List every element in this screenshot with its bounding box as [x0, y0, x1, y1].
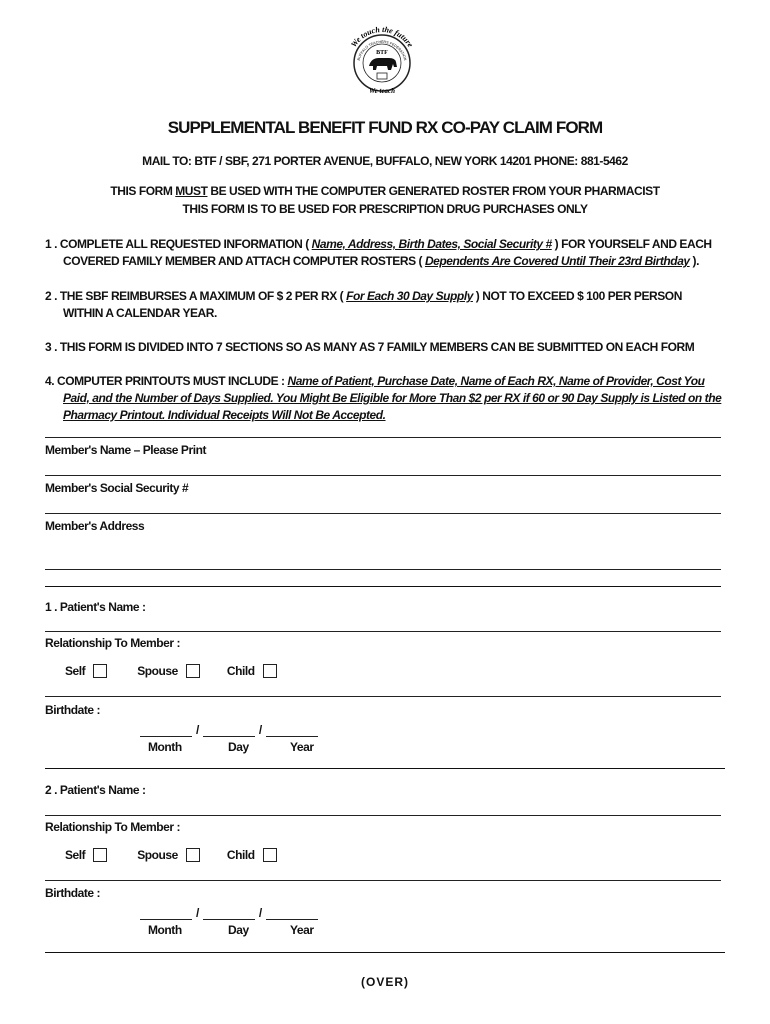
patient-1-relationship-options: Self Spouse Child — [65, 664, 299, 678]
logo-ring-text: BUFFALO TEACHERS FEDERATION — [356, 39, 408, 61]
patient-1-divider — [45, 768, 725, 769]
logo-top-text: We touch the future — [349, 24, 415, 49]
patient-1-self-checkbox[interactable] — [93, 664, 107, 678]
patient-2-name-line[interactable] — [45, 815, 721, 816]
member-address-label: Member's Address — [45, 519, 145, 533]
patient-1-day-field[interactable] — [203, 726, 255, 737]
patient-2-birthdate: / / Month Day Year — [140, 906, 318, 937]
patient-1-year-field[interactable] — [266, 726, 318, 737]
patient-1-month-field[interactable] — [140, 726, 192, 737]
member-ssn-label: Member's Social Security # — [45, 481, 189, 495]
section-divider — [45, 586, 721, 587]
member-ssn-line[interactable] — [45, 475, 721, 476]
member-name-label: Member's Name – Please Print — [45, 443, 207, 457]
patient-2-child-checkbox[interactable] — [263, 848, 277, 862]
patient-2-month-field[interactable] — [140, 909, 192, 920]
patient-1-relationship-line — [45, 696, 721, 697]
svg-text:We touch the future — [349, 25, 415, 49]
patient-1-child-checkbox[interactable] — [263, 664, 277, 678]
patient-2-relationship-options: Self Spouse Child — [65, 848, 299, 862]
patient-1-spouse-checkbox[interactable] — [186, 664, 200, 678]
patient-1-name-label: 1 . Patient's Name : — [45, 600, 146, 614]
member-address-line-2[interactable] — [45, 569, 721, 570]
logo-center-text: BTF — [376, 50, 388, 56]
patient-1-relationship-label: Relationship To Member : — [45, 636, 180, 650]
logo-bottom-text: We teach — [368, 87, 396, 95]
instruction-3: 3 . THIS FORM IS DIVIDED INTO 7 SECTIONS SO AS MANY AS 7 FAMILY MEMBERS CAN BE SUBMITTED ON EACH FORM — [45, 340, 695, 354]
must-emphasis: MUST — [175, 184, 208, 198]
patient-1-birthdate-label: Birthdate : — [45, 703, 101, 717]
patient-2-birthdate-label: Birthdate : — [45, 886, 101, 900]
patient-2-name-label: 2 . Patient's Name : — [45, 783, 146, 797]
member-name-line[interactable] — [45, 437, 721, 438]
member-address-line[interactable] — [45, 513, 721, 514]
form-title: SUPPLEMENTAL BENEFIT FUND RX CO-PAY CLAIM FORM — [167, 118, 603, 137]
patient-2-year-field[interactable] — [266, 909, 318, 920]
patient-2-relationship-line — [45, 880, 721, 881]
only-line: THIS FORM IS TO BE USED FOR PRESCRIPTION DRUG PURCHASES ONLY — [182, 202, 588, 216]
patient-1-birthdate: / / Month Day Year — [140, 723, 318, 754]
patient-2-relationship-label: Relationship To Member : — [45, 820, 180, 834]
buffalo-icon — [369, 58, 397, 70]
patient-2-spouse-checkbox[interactable] — [186, 848, 200, 862]
must-line: THIS FORM MUST BE USED WITH THE COMPUTER GENERATED ROSTER FROM YOUR PHARMACIST — [110, 184, 660, 198]
patient-1-name-line[interactable] — [45, 631, 721, 632]
patient-2-divider — [45, 952, 725, 953]
over-footer: (OVER) — [361, 975, 409, 989]
instruction-1: 1 . COMPLETE ALL REQUESTED INFORMATION ( Name, Address, Birth Dates, Social Security # ) FOR YOURSELF AND EACH COVERED FAMILY MEMBER AND ATTACH COMPUTER ROSTERS ( Dependents Are Covered Until Their 23rd Birthday ). — [45, 237, 712, 268]
instruction-2: 2 . THE SBF REIMBURSES A MAXIMUM OF $ 2 PER RX ( For Each 30 Day Supply ) NOT TO EXCEED $ 100 PER PERSON WITHIN A CALENDAR YEAR. — [45, 289, 682, 320]
mail-to-line: MAIL TO: BTF / SBF, 271 PORTER AVENUE, BUFFALO, NEW YORK 14201 PHONE: 881-5462 — [142, 154, 628, 168]
btf-logo — [339, 20, 425, 106]
patient-2-self-checkbox[interactable] — [93, 848, 107, 862]
instruction-4: 4. COMPUTER PRINTOUTS MUST INCLUDE : Name of Patient, Purchase Date, Name of Each RX, Name of Provider, Cost You Paid, and the Number of Days Supplied. You Might Be Eligible for More Than $2 per RX if 60 or 90 Day Supply is Listed on the Pharmacy Printout. Individual Receipts Will Not Be Accepted. — [45, 374, 722, 422]
patient-2-day-field[interactable] — [203, 909, 255, 920]
